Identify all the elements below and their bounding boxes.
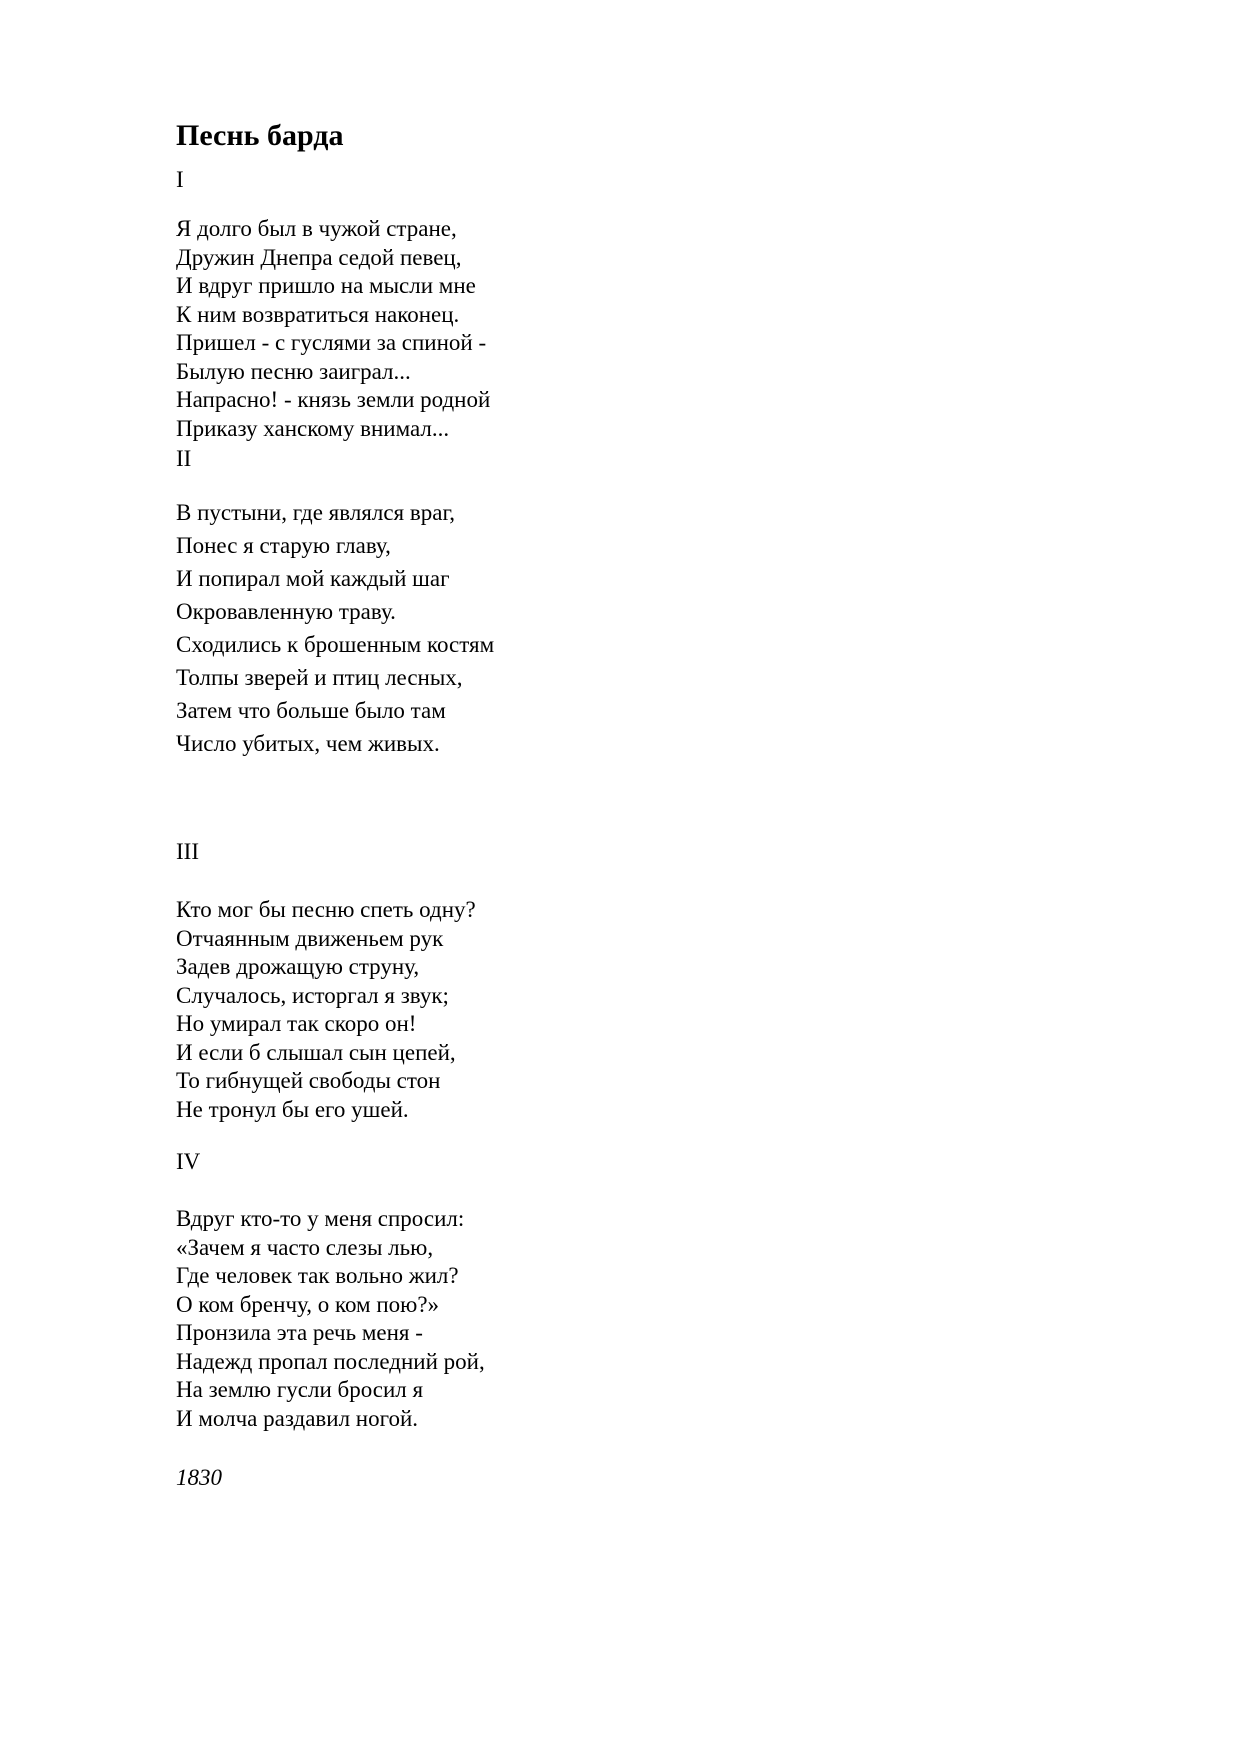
poem-line: Случалось, исторгал я звук;: [176, 982, 449, 1008]
poem-line: Дружин Днепра седой певец,: [176, 244, 462, 270]
poem-line: Понес я старую главу,: [176, 533, 391, 558]
stanza-2: [176, 496, 494, 760]
poem-line: «Зачем я часто слезы лью,: [176, 1234, 434, 1260]
stanza-4: [176, 1205, 485, 1433]
poem-line: Отчаянным движеньем рук: [176, 925, 444, 951]
stanza-numeral: III: [176, 839, 199, 864]
poem-line: Пришел - с гуслями за спиной -: [176, 330, 487, 355]
poem-line: Окровавленную траву.: [176, 599, 396, 624]
poem-line: Пронзила эта речь меня -: [176, 1320, 423, 1345]
poem-line: Былую песню заиграл...: [176, 358, 411, 384]
poem-line: К ним возвратиться наконец.: [176, 301, 460, 327]
poem-line: В пустыни, где являлся враг,: [176, 500, 456, 525]
poem-line: Задев дрожащую струну,: [176, 954, 420, 979]
poem-line: Приказу ханскому внимал...: [176, 415, 450, 441]
poem-line: И если б слышал сын цепей,: [176, 1039, 456, 1065]
poem-line: На землю гусли бросил я: [176, 1377, 424, 1402]
stanza-3: [176, 896, 476, 1124]
poem-line: Не тронул бы его ушей.: [176, 1096, 409, 1122]
poem-line: Число убитых, чем живых.: [176, 731, 440, 756]
poem-line: Но умирал так скоро он!: [176, 1011, 417, 1036]
poem-line: Я долго был в чужой стране,: [176, 216, 457, 241]
stanza-numeral: I: [176, 167, 184, 192]
poem-line: Затем что больше было там: [176, 698, 446, 723]
poem-line: И молча раздавил ногой.: [176, 1405, 419, 1431]
poem-line: Кто мог бы песню спеть одну?: [176, 897, 476, 922]
poem-line: Сходились к брошенным костям: [176, 632, 495, 657]
poem-date: 1830: [176, 1465, 222, 1490]
poem-title: Песнь барда: [176, 119, 344, 152]
stanza-1: [176, 215, 490, 443]
poem-line: Надежд пропал последний рой,: [176, 1348, 485, 1374]
poem-line: И вдруг пришло на мысли мне: [176, 273, 476, 298]
stanza-numeral: IV: [176, 1149, 201, 1174]
poem-line: И попирал мой каждый шаг: [176, 566, 450, 591]
stanza-numeral: II: [176, 446, 192, 471]
poem-line: То гибнущей свободы стон: [176, 1068, 441, 1093]
poem-line: Толпы зверей и птиц лесных,: [176, 665, 463, 690]
poem-line: Напрасно! - князь земли родной: [176, 387, 491, 412]
poem-line: Где человек так вольно жил?: [176, 1263, 459, 1288]
poem-line: Вдруг кто-то у меня спросил:: [176, 1206, 465, 1231]
poem-line: О ком бренчу, о ком пою?»: [176, 1291, 440, 1317]
